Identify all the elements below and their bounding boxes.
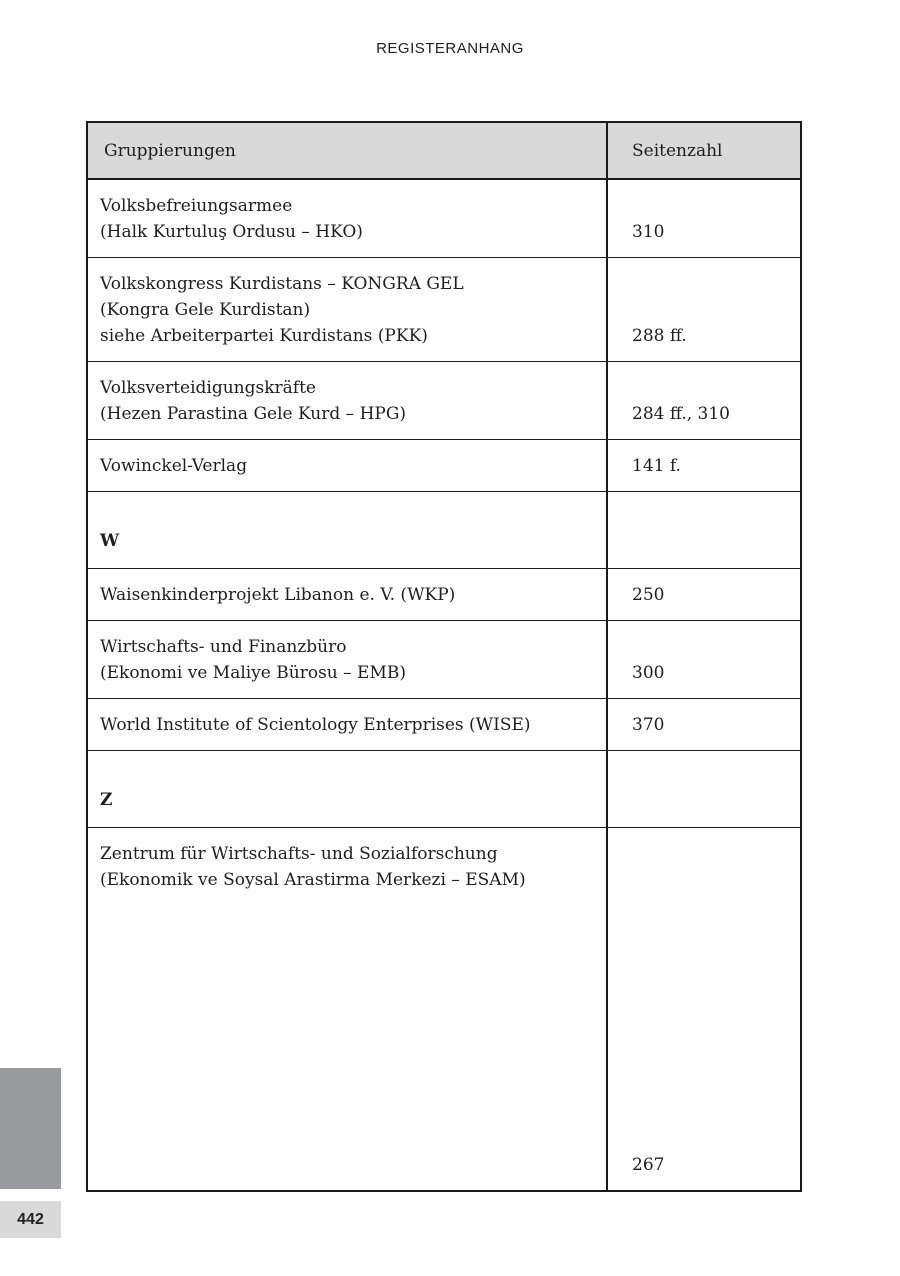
entry-name (87, 699, 607, 751)
column-header-pages: Seitenzahl (607, 122, 801, 179)
page-ref: 300 (632, 663, 665, 683)
entry-name (87, 440, 607, 492)
page-ref: 250 (632, 585, 665, 605)
entry-line: World Institute of Scientology Enterprises (WISE) (100, 715, 531, 735)
table-row (87, 258, 801, 362)
page-ref: 267 (632, 1155, 665, 1175)
section-letter-cell (87, 492, 607, 569)
section-letter: Z (100, 790, 113, 810)
entry-pages (607, 569, 801, 621)
entry-line: (Ekonomik ve Soysal Arastirma Merkezi – ESAM) (100, 870, 526, 890)
entry-name (87, 258, 607, 362)
entry-pages (607, 258, 801, 362)
column-header-groups: Gruppierungen (87, 122, 607, 179)
table-row (87, 569, 801, 621)
chapter-thumb-tab (0, 1068, 61, 1189)
entry-name (87, 179, 607, 258)
entry-pages (607, 828, 801, 1192)
page-ref: 288 ff. (632, 326, 687, 346)
entry-pages (607, 699, 801, 751)
page-ref: 141 f. (632, 456, 681, 476)
entry-pages (607, 362, 801, 440)
entry-line: Volksbefreiungsarmee (100, 196, 293, 216)
table-row (87, 621, 801, 699)
table-row (87, 362, 801, 440)
entry-line: (Kongra Gele Kurdistan) (100, 300, 311, 320)
entry-pages (607, 440, 801, 492)
table-row (87, 179, 801, 258)
entry-line: Waisenkinderprojekt Libanon e. V. (WKP) (100, 585, 456, 605)
table-row (87, 699, 801, 751)
page-number: 442 (0, 1201, 61, 1238)
letter-section-row (87, 751, 801, 828)
letter-section-row (87, 492, 801, 569)
entry-line: (Hezen Parastina Gele Kurd – HPG) (100, 404, 407, 424)
entry-line: Wirtschafts- und Finanzbüro (100, 637, 347, 657)
section-letter-cell (87, 751, 607, 828)
entry-pages (607, 179, 801, 258)
table-row (87, 440, 801, 492)
entry-line: (Halk Kurtuluş Ordusu – HKO) (100, 222, 363, 242)
empty-page-cell (607, 751, 801, 828)
page-ref: 310 (632, 222, 665, 242)
entry-name (87, 621, 607, 699)
entry-name (87, 569, 607, 621)
index-table (86, 121, 802, 1192)
section-letter: W (100, 531, 120, 551)
entry-line: Volksverteidigungskräfte (100, 378, 316, 398)
page-ref: 284 ff., 310 (632, 404, 730, 424)
entry-name (87, 362, 607, 440)
table-row (87, 828, 801, 1192)
entry-name (87, 828, 607, 1192)
empty-page-cell (607, 492, 801, 569)
entry-line: siehe Arbeiterpartei Kurdistans (PKK) (100, 326, 428, 346)
entry-line: Volkskongress Kurdistans – KONGRA GEL (100, 274, 464, 294)
page-ref: 370 (632, 715, 665, 735)
entry-line: (Ekonomi ve Maliye Bürosu – EMB) (100, 663, 406, 683)
running-header: REGISTERANHANG (376, 40, 524, 57)
entry-line: Zentrum für Wirtschafts- und Sozialforschung (100, 844, 498, 864)
entry-pages (607, 621, 801, 699)
table-header-row (87, 122, 801, 179)
entry-line: Vowinckel-Verlag (100, 456, 248, 476)
